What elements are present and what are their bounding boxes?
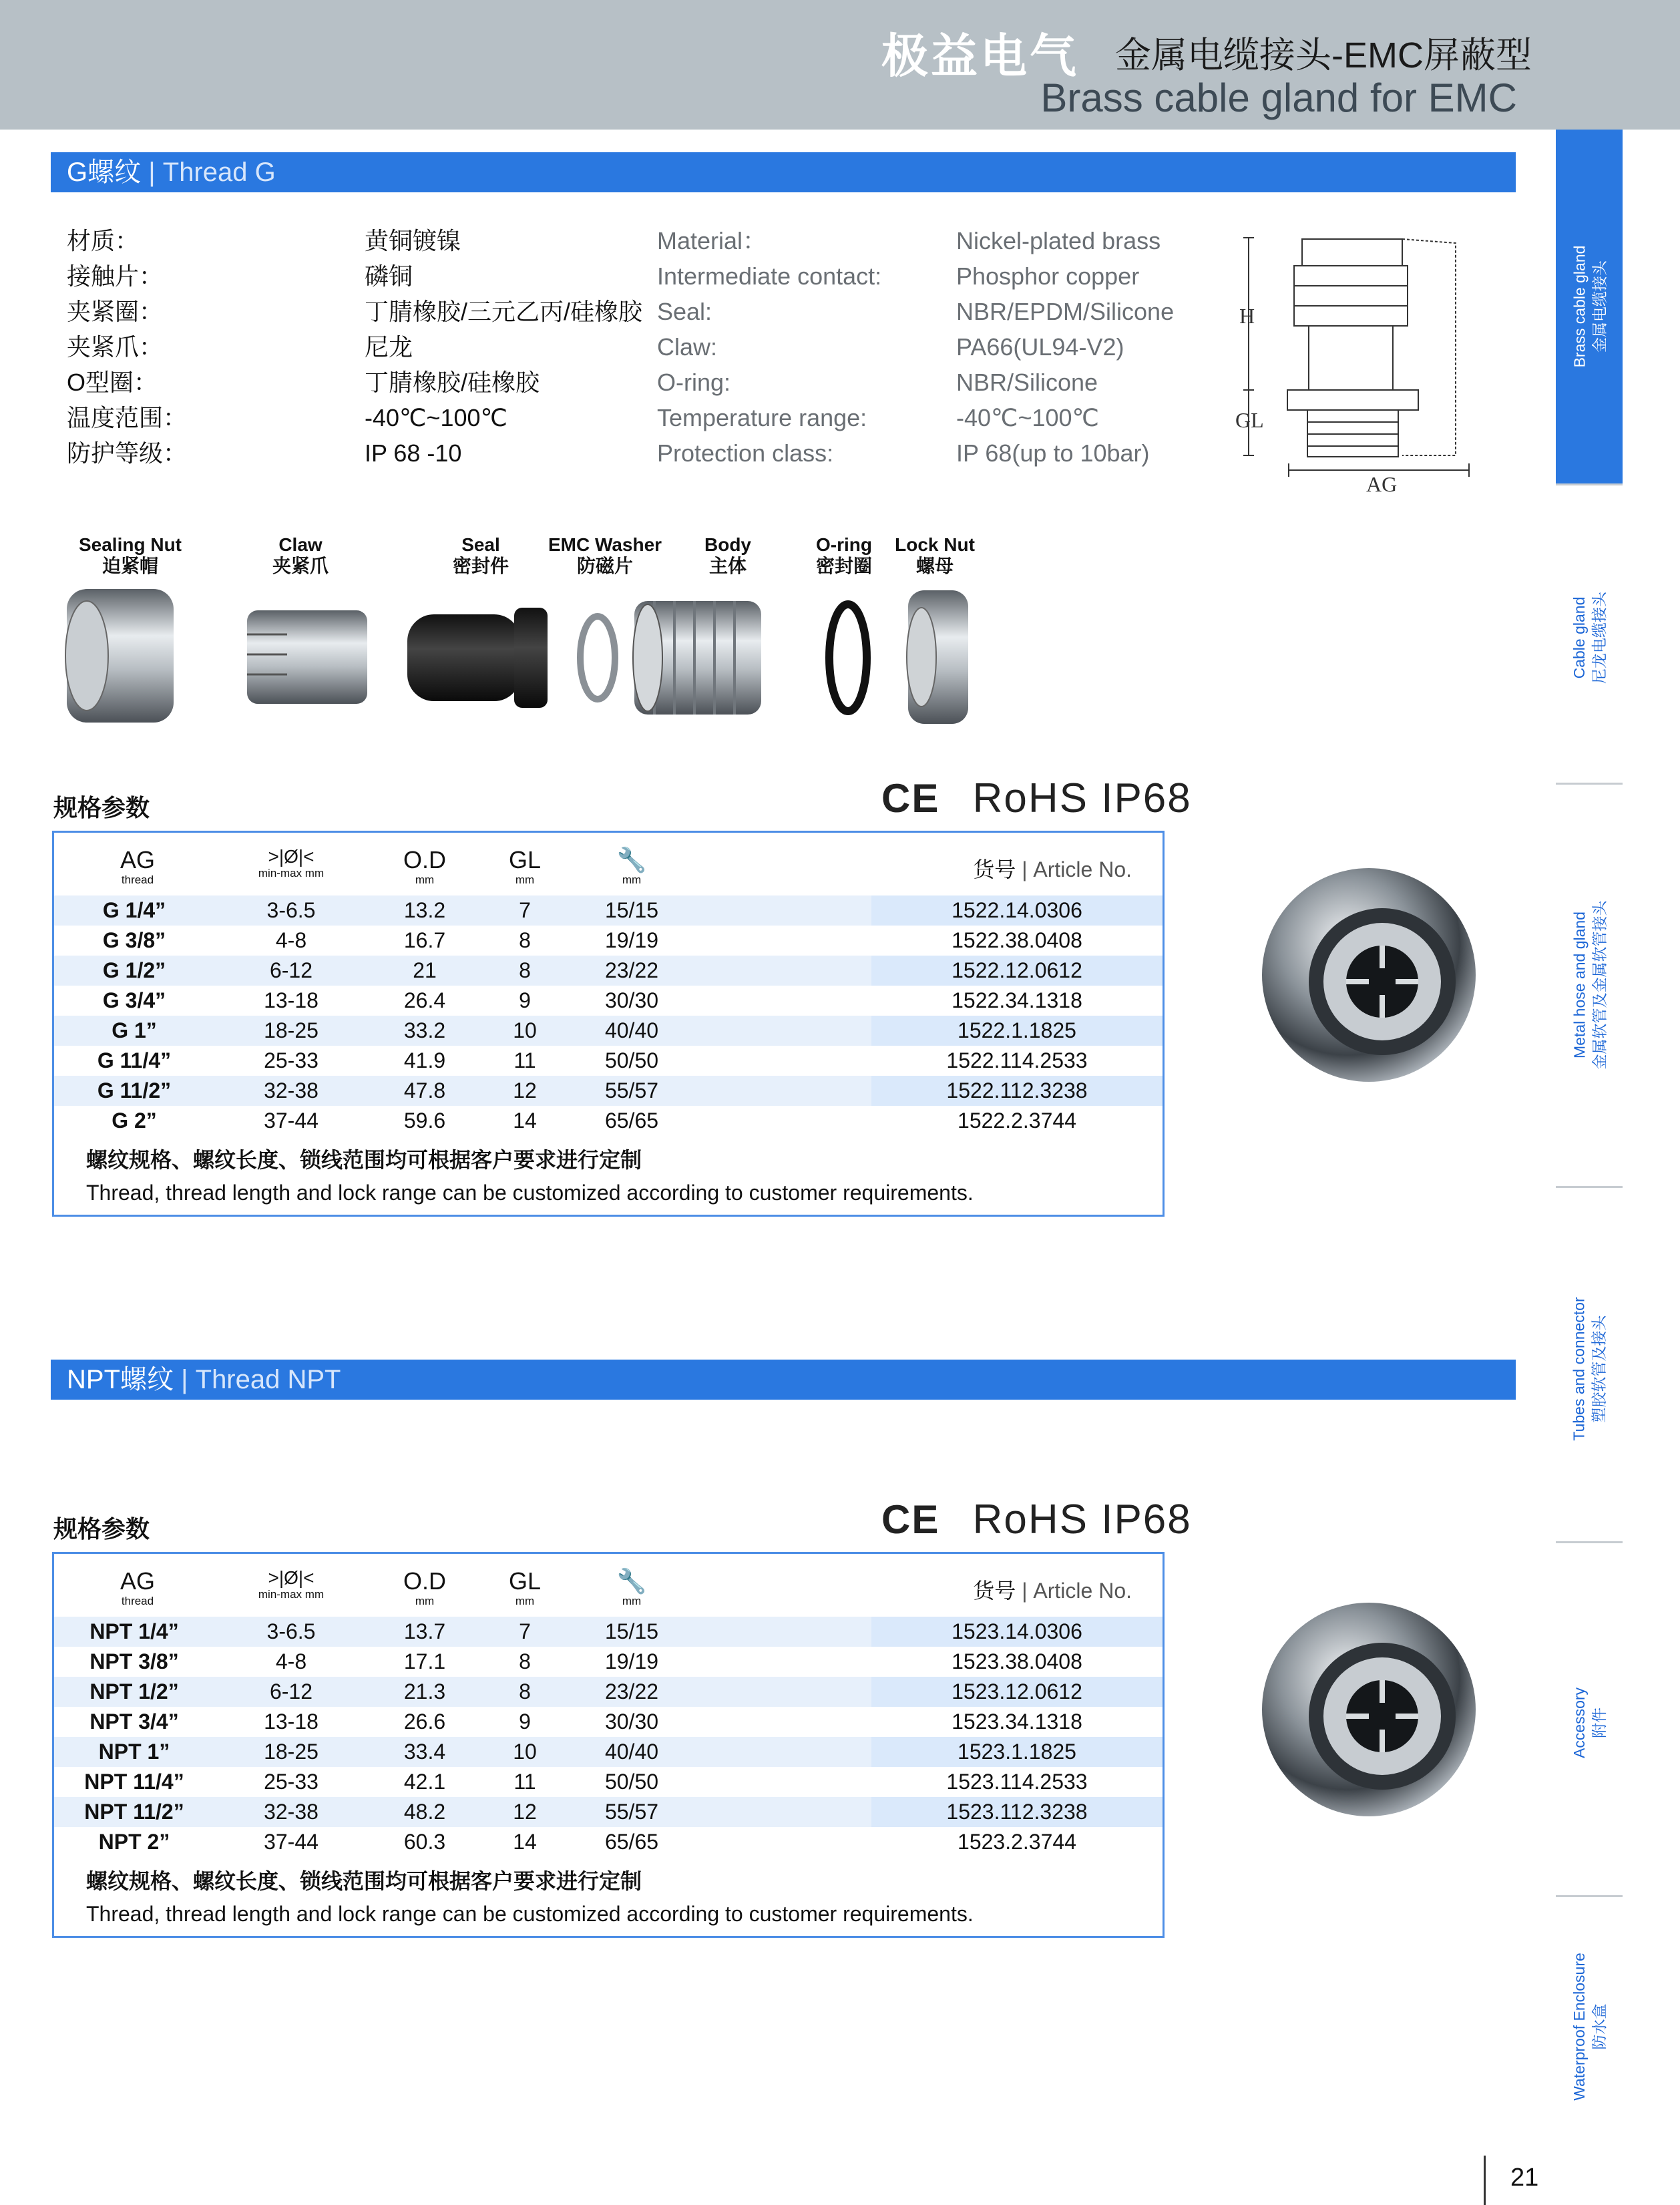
ce-mark: CE [881, 776, 940, 821]
cell-wrench: 50/50 [604, 1048, 659, 1072]
cell-gl: 10 [513, 1740, 537, 1764]
table-row [54, 986, 1163, 1016]
part-claw [247, 610, 367, 704]
cell-range: 3-6.5 [266, 1619, 316, 1643]
cell-od: 17.1 [403, 1649, 446, 1673]
side-nav-label: Accessory 附件 [1570, 1687, 1608, 1759]
cell-range: 32-38 [264, 1800, 319, 1824]
col-header-wrench: 🔧 mm [616, 1567, 647, 1607]
cell-article: 1523.34.1318 [952, 1710, 1082, 1734]
part-body [633, 601, 761, 715]
cell-thread: NPT 3/8” [89, 1649, 179, 1673]
cell-article: 1522.34.1318 [952, 988, 1082, 1012]
cell-gl: 11 [513, 1770, 536, 1794]
cell-thread: NPT 1/2” [89, 1679, 179, 1703]
cell-article: 1523.12.0612 [952, 1679, 1082, 1703]
cell-article: 1523.1.1825 [958, 1740, 1076, 1764]
side-nav-divider [1556, 1541, 1623, 1543]
section-title-en: | Thread NPT [181, 1365, 341, 1394]
side-nav-metal-hose[interactable] [1556, 795, 1623, 1175]
cell-gl: 7 [519, 1619, 531, 1643]
table-header [54, 833, 1163, 895]
cell-gl: 8 [519, 1679, 531, 1703]
table-row [54, 1797, 1163, 1827]
cell-article: 1522.14.0306 [952, 898, 1082, 922]
table-row [54, 1737, 1163, 1767]
cell-wrench: 40/40 [604, 1018, 659, 1042]
table-row [54, 1617, 1163, 1647]
part-emc-washer [580, 616, 615, 699]
cell-od: 47.8 [403, 1078, 446, 1102]
cell-wrench: 40/40 [604, 1740, 659, 1764]
part-seal [407, 608, 548, 708]
cell-gl: 14 [513, 1830, 537, 1854]
rohs-mark: RoHS [972, 775, 1088, 821]
cell-range: 32-38 [264, 1078, 319, 1102]
part-label-claw: Claw 夹紧爪 [272, 534, 329, 576]
page-number: 21 [1510, 2164, 1539, 2192]
section-title-cn: G螺纹 [67, 158, 142, 187]
cell-range: 25-33 [264, 1048, 319, 1072]
table-row [54, 1046, 1163, 1076]
brand-name: 极益电气 [881, 30, 1079, 82]
section-bar-thread-npt [51, 1360, 1516, 1400]
ip-mark: IP68 [1101, 775, 1192, 821]
cell-gl: 8 [519, 1649, 531, 1673]
cell-wrench: 55/57 [604, 1800, 659, 1824]
wrench-icon: 🔧 [616, 846, 647, 873]
table-row [54, 1106, 1163, 1136]
cell-od: 33.2 [403, 1018, 446, 1042]
side-nav-divider [1556, 483, 1623, 485]
drawing-label-ag: AG [1366, 472, 1398, 496]
cell-od: 26.6 [403, 1710, 446, 1734]
col-header-range: >|Ø|< min-max mm [258, 846, 325, 879]
cell-thread: G 1/4” [102, 898, 166, 922]
cell-range: 37-44 [264, 1109, 319, 1133]
part-label-o-ring: O-ring 密封圈 [815, 534, 872, 576]
cell-thread: NPT 1/4” [89, 1619, 179, 1643]
cell-thread: G 2” [112, 1109, 157, 1133]
drawing-label-gl: GL [1235, 408, 1264, 432]
cell-range: 4-8 [275, 928, 307, 952]
cell-gl: 7 [519, 898, 531, 922]
cell-article: 1522.12.0612 [952, 958, 1082, 982]
cell-wrench: 15/15 [604, 898, 659, 922]
cell-article: 1522.38.0408 [952, 928, 1082, 952]
side-nav-divider [1556, 1895, 1623, 1897]
cell-od: 16.7 [403, 928, 446, 952]
cell-article: 1523.112.3238 [946, 1800, 1088, 1824]
side-nav-label: Waterproof Enclosure 防水盒 [1570, 1953, 1609, 2101]
cell-gl: 12 [513, 1800, 537, 1824]
cert-marks-npt [881, 1496, 1192, 1543]
cell-gl: 9 [519, 1710, 531, 1734]
side-nav-label: Brass cable gland 金属电缆接头 [1570, 245, 1608, 368]
cell-thread: G 3/4” [102, 988, 166, 1012]
cell-od: 33.4 [403, 1740, 446, 1764]
cell-gl: 8 [519, 928, 531, 952]
table-row [54, 1016, 1163, 1046]
cell-range: 18-25 [264, 1018, 319, 1042]
cell-article: 1522.112.3238 [946, 1078, 1088, 1102]
side-nav-waterproof-enclosure[interactable] [1556, 1903, 1623, 2150]
cell-wrench: 23/22 [604, 1679, 659, 1703]
col-header-od: O.D mm [403, 846, 446, 886]
spec-table-npt [52, 1552, 1165, 1938]
cell-thread: NPT 2” [98, 1830, 170, 1854]
page-title-cn: 金属电缆接头-EMC屏蔽型 [1115, 35, 1532, 75]
cell-thread: NPT 3/4” [89, 1710, 179, 1734]
col-header-gl: GL mm [508, 846, 542, 886]
product-photo-g [1242, 861, 1496, 1088]
cell-wrench: 15/15 [604, 1619, 659, 1643]
cell-od: 59.6 [403, 1109, 446, 1133]
custom-note-cn: 螺纹规格、螺纹长度、锁线范围均可根据客户要求进行定制 [86, 1148, 642, 1172]
cell-od: 26.4 [403, 988, 446, 1012]
drawing-label-h: H [1239, 304, 1255, 328]
spec-labels-cn: 材质： 接触片： 夹紧圈： 夹紧爪： O型圈： 温度范围： 防护等级： [67, 227, 188, 467]
exploded-parts-image [47, 574, 995, 748]
spec-heading-g: 规格参数 [53, 794, 150, 821]
cell-article: 1523.114.2533 [946, 1770, 1088, 1794]
side-nav-divider [1556, 1186, 1623, 1188]
technical-drawing [1235, 230, 1489, 497]
page-divider [1484, 2156, 1486, 2205]
table-row [54, 956, 1163, 986]
table-row [54, 1076, 1163, 1106]
rohs-mark: RoHS [972, 1496, 1088, 1543]
part-label-body: Body 主体 [704, 534, 751, 576]
cell-range: 13-18 [264, 1710, 319, 1734]
wrench-icon: 🔧 [616, 1567, 647, 1595]
cell-gl: 14 [513, 1109, 537, 1133]
cell-thread: G 1” [112, 1018, 157, 1042]
col-header-article: 货号 | Article No. [973, 1579, 1132, 1603]
cell-od: 41.9 [403, 1048, 446, 1072]
cell-thread: NPT 11/2” [84, 1800, 184, 1824]
cell-od: 48.2 [403, 1800, 446, 1824]
table-body [54, 895, 1163, 1136]
cell-gl: 10 [513, 1018, 537, 1042]
cell-range: 4-8 [275, 1649, 307, 1673]
section-title-cn: NPT螺纹 [67, 1365, 174, 1394]
cell-wrench: 65/65 [604, 1109, 659, 1133]
section-bar-thread-g [51, 152, 1516, 192]
spec-labels-en: Material： Intermediate contact: Seal: Claw: O-ring: Temperature range: Protection class: [657, 227, 882, 467]
table-row [54, 1827, 1163, 1857]
side-nav-label: Tubes and connector 塑胶软管及接头 [1570, 1297, 1609, 1441]
col-header-range: >|Ø|< min-max mm [258, 1567, 325, 1601]
part-label-emc-washer: EMC Washer 防磁片 [548, 534, 662, 576]
spec-values-en: Nickel-plated brass Phosphor copper NBR/EPDM/Silicone PA66(UL94-V2) NBR/Silicone -40℃~100℃ IP 68(up to 10bar) [956, 227, 1175, 467]
ip-mark: IP68 [1101, 1496, 1192, 1543]
cell-range: 18-25 [264, 1740, 319, 1764]
cell-range: 25-33 [264, 1770, 319, 1794]
cell-od: 13.2 [403, 898, 446, 922]
side-nav-cable-gland[interactable] [1556, 494, 1623, 781]
side-nav-label: Metal hose and gland 金属软管及金属软管接头 [1570, 900, 1608, 1070]
cell-od: 42.1 [403, 1770, 446, 1794]
custom-note-cn: 螺纹规格、螺纹长度、锁线范围均可根据客户要求进行定制 [86, 1869, 642, 1893]
custom-note-en: Thread, thread length and lock range can be customized according to customer requirements. [86, 1902, 974, 1926]
cell-wrench: 23/22 [604, 958, 659, 982]
cell-article: 1523.38.0408 [952, 1649, 1082, 1673]
table-header [54, 1554, 1163, 1617]
cell-thread: NPT 11/4” [84, 1770, 184, 1794]
cell-gl: 9 [519, 988, 531, 1012]
side-nav-brass-cable-gland[interactable] [1556, 130, 1623, 483]
cell-wrench: 19/19 [604, 928, 659, 952]
custom-note-en: Thread, thread length and lock range can be customized according to customer requirements. [86, 1181, 974, 1205]
header-band [0, 0, 1680, 130]
side-nav-tubes-connector[interactable] [1556, 1195, 1623, 1543]
cell-gl: 12 [513, 1078, 537, 1102]
table-row [54, 1767, 1163, 1797]
cell-od: 21 [413, 958, 437, 982]
col-header-wrench: 🔧 mm [616, 846, 647, 886]
spec-table-g [52, 831, 1165, 1217]
cell-wrench: 30/30 [604, 1710, 659, 1734]
table-row [54, 1677, 1163, 1707]
table-body [54, 1617, 1163, 1857]
part-label-seal: Seal 密封件 [452, 534, 509, 576]
col-header-ag: AG thread [120, 1567, 155, 1607]
cell-thread: G 1/2” [102, 958, 166, 982]
cell-wrench: 55/57 [604, 1078, 659, 1102]
cell-wrench: 65/65 [604, 1830, 659, 1854]
spec-values-cn: 黄铜镀镍 磷铜 丁腈橡胶/三元乙丙/硅橡胶 尼龙 丁腈橡胶/硅橡胶 -40℃~100℃ IP 68 -10 [365, 227, 643, 467]
part-o-ring [829, 604, 867, 711]
cell-thread: G 11/4” [97, 1048, 172, 1072]
table-row [54, 895, 1163, 926]
cell-article: 1523.2.3744 [958, 1830, 1076, 1854]
part-label-sealing-nut: Sealing Nut 迫紧帽 [78, 534, 182, 576]
cell-wrench: 30/30 [604, 988, 659, 1012]
cell-article: 1522.2.3744 [958, 1109, 1076, 1133]
cell-gl: 11 [513, 1048, 536, 1072]
cell-range: 37-44 [264, 1830, 319, 1854]
part-sealing-nut [65, 589, 174, 723]
side-nav-accessory[interactable] [1556, 1549, 1623, 1896]
cell-range: 6-12 [269, 958, 313, 982]
side-nav-label: Cable gland 尼龙电缆接头 [1570, 592, 1608, 684]
cell-thread: NPT 1” [98, 1740, 170, 1764]
cell-wrench: 19/19 [604, 1649, 659, 1673]
table-row [54, 1707, 1163, 1737]
side-nav-divider [1556, 783, 1623, 785]
part-lock-nut [907, 590, 968, 724]
cell-range: 13-18 [264, 988, 319, 1012]
product-photo-npt [1242, 1596, 1496, 1823]
cell-thread: G 3/8” [102, 928, 166, 952]
page-title-en: Brass cable gland for EMC [1040, 75, 1517, 120]
ce-mark: CE [881, 1497, 940, 1542]
cert-marks-g [881, 775, 1192, 822]
cell-range: 6-12 [269, 1679, 313, 1703]
cell-od: 21.3 [403, 1679, 446, 1703]
cell-article: 1523.14.0306 [952, 1619, 1082, 1643]
cell-gl: 8 [519, 958, 531, 982]
table-row [54, 1647, 1163, 1677]
cell-thread: G 11/2” [97, 1078, 172, 1102]
cell-article: 1522.114.2533 [946, 1048, 1088, 1072]
cell-wrench: 50/50 [604, 1770, 659, 1794]
spec-heading-npt: 规格参数 [53, 1515, 150, 1543]
cell-od: 60.3 [403, 1830, 446, 1854]
cell-range: 3-6.5 [266, 898, 316, 922]
col-header-ag: AG thread [120, 846, 155, 886]
part-label-lock-nut: Lock Nut 螺母 [895, 534, 975, 576]
cell-article: 1522.1.1825 [958, 1018, 1076, 1042]
cell-od: 13.7 [403, 1619, 446, 1643]
table-row [54, 926, 1163, 956]
col-header-od: O.D mm [403, 1567, 446, 1607]
col-header-gl: GL mm [508, 1567, 542, 1607]
section-title-en: | Thread G [148, 158, 276, 187]
col-header-article: 货号 | Article No. [973, 857, 1132, 881]
